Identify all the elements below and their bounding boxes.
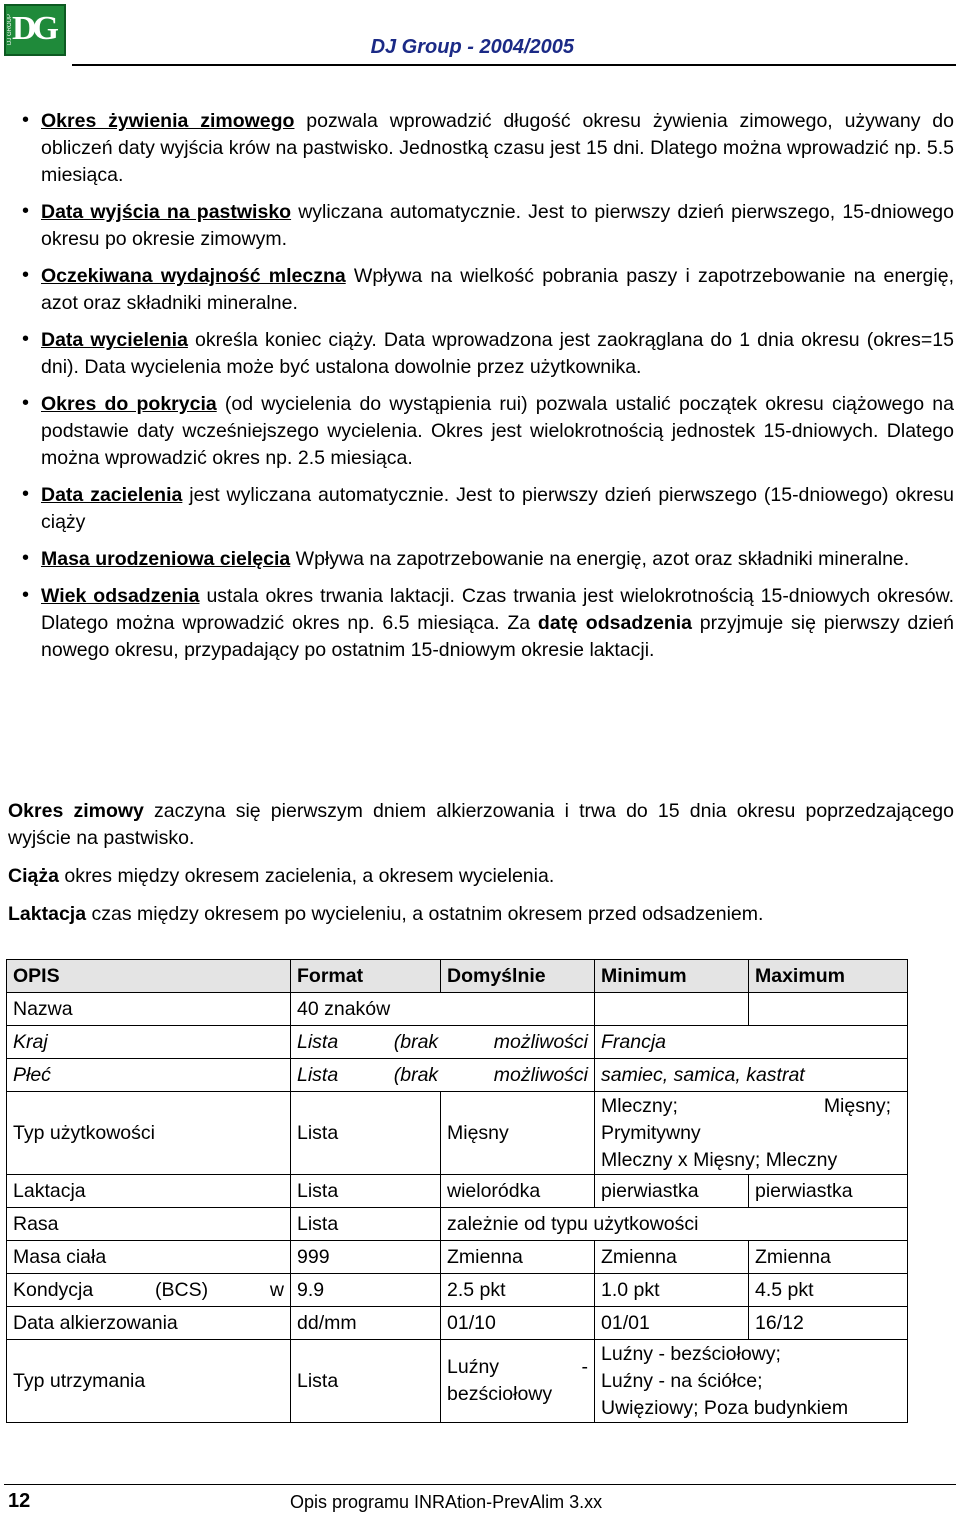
table-cell: 40 znaków <box>291 993 595 1026</box>
table-cell: Luźny - bezściołowy <box>441 1340 595 1423</box>
footer-title: Opis programu INRAtion-PrevAlim 3.xx <box>290 1492 603 1512</box>
table-cell: Mięsny <box>441 1092 595 1175</box>
table-cell: 2.5 pkt <box>441 1274 595 1307</box>
table-cell: Zmienna <box>595 1241 749 1274</box>
table-row <box>7 1241 908 1274</box>
table-cell: wieloródka <box>441 1175 595 1208</box>
table-cell: dd/mm <box>291 1307 441 1340</box>
table-cell: 1.0 pkt <box>595 1274 749 1307</box>
list-item: • Okres żywienia zimowego pozwala wprowadzić długość okresu żywienia zimowego, używany do obliczeń daty wyjścia krów na pastwisko. Jednostką czasu jest 15 dni. Dlatego można wprowadzić np. 5.5 miesiąca. <box>8 108 954 189</box>
table-cell: Nazwa <box>7 993 291 1026</box>
field-description-list <box>8 108 954 674</box>
table-row <box>7 1026 908 1059</box>
table-cell: 01/10 <box>441 1307 595 1340</box>
table-cell: pierwiastka <box>749 1175 908 1208</box>
table-cell: pierwiastka <box>595 1175 749 1208</box>
list-item: • Data wyjścia na pastwisko wyliczana automatycznie. Jest to pierwszy dzień pierwszego, 15-dniowego okresu po okresie zimowym. <box>8 199 954 253</box>
table-cell: 9.9 <box>291 1274 441 1307</box>
table-header: Format <box>291 960 441 993</box>
table-cell: Lista (brak możliwości <box>291 1026 595 1059</box>
table-cell: Zmienna <box>441 1241 595 1274</box>
parameters-table <box>6 959 908 1423</box>
list-item: • Data zacielenia jest wyliczana automatycznie. Jest to pierwszy dzień pierwszego (15-dniowego) okresu ciąży <box>8 482 954 536</box>
table-row <box>7 1059 908 1092</box>
table-cell <box>595 993 749 1026</box>
table-cell: Lista <box>291 1208 441 1241</box>
definition: Laktacja czas między okresem po wycieleniu, a ostatnim okresem przed odsadzeniem. <box>8 903 764 925</box>
table-cell: Płeć <box>7 1059 291 1092</box>
table-cell: Francja <box>595 1026 908 1059</box>
definition: Okres zimowy zaczyna się pierwszym dniem alkierzowania i trwa do 15 dnia okresu poprzedzającego wyjście na pastwisko. <box>8 800 954 849</box>
table-row <box>7 1208 908 1241</box>
table-cell <box>749 993 908 1026</box>
table-cell: 4.5 pkt <box>749 1274 908 1307</box>
dg-logo <box>4 4 66 56</box>
definitions <box>8 798 954 939</box>
table-cell: Mleczny; Mięsny; Prymitywny Mleczny x Mięsny; Mleczny <box>595 1092 908 1175</box>
table-cell: 999 <box>291 1241 441 1274</box>
table-cell: Luźny - bezściołowy; Luźny - na ściółce; Uwięziowy; Poza budynkiem <box>595 1340 908 1423</box>
table-cell: zależnie od typu użytkowości <box>441 1208 908 1241</box>
table-header: Minimum <box>595 960 749 993</box>
table-cell: samiec, samica, kastrat <box>595 1059 908 1092</box>
table-cell: Lista (brak możliwości <box>291 1059 595 1092</box>
list-item: • Okres do pokrycia (od wycielenia do wystąpienia rui) pozwala ustalić początek okresu ciążowego na podstawie daty wcześniejszego wycielenia. Okres jest wielokrotnością jednostek 15-dniowych. Dlatego można wprowadzić okres np. 2.5 miesiąca. <box>8 391 954 472</box>
table-cell: Typ użytkowości <box>7 1092 291 1175</box>
logo-side-text: DJ GROUP <box>7 14 13 46</box>
list-item: • Oczekiwana wydajność mleczna Wpływa na wielkość pobrania paszy i zapotrzebowanie na energię, azot oraz składniki mineralne. <box>8 263 954 317</box>
table-row <box>7 1092 908 1175</box>
table-cell: Lista <box>291 1340 441 1423</box>
table-cell: Lista <box>291 1092 441 1175</box>
list-item: • Data wycielenia określa koniec ciąży. Data wprowadzona jest zaokrąglana do 1 dnia okresu (okres=15 dni). Data wycielenia może być ustalona dowolnie przez użytkownika. <box>8 327 954 381</box>
table-cell: Data alkierzowania <box>7 1307 291 1340</box>
table-row <box>7 993 908 1026</box>
table-header: OPIS <box>7 960 291 993</box>
table-header-row <box>7 960 908 993</box>
page-number: 12 <box>8 1490 31 1512</box>
table-cell: Kondycja (BCS) w <box>7 1274 291 1307</box>
table-row <box>7 1175 908 1208</box>
list-item: • Masa urodzeniowa cielęcia Wpływa na zapotrzebowanie na energię, azot oraz składniki mineralne. <box>8 546 954 573</box>
logo-text: DG <box>12 10 55 47</box>
table-cell: Typ utrzymania <box>7 1340 291 1423</box>
table-header: Domyślnie <box>441 960 595 993</box>
table-cell: Zmienna <box>749 1241 908 1274</box>
header-divider <box>72 64 956 66</box>
table-row <box>7 1307 908 1340</box>
table-header: Maximum <box>749 960 908 993</box>
table-row <box>7 1340 908 1423</box>
list-item: • Wiek odsadzenia ustala okres trwania laktacji. Czas trwania jest wielokrotnością 15-dniowych okresów. Dlatego można wprowadzić okres np. 6.5 miesiąca. Za datę odsadzenia przyjmuje się pierwszy dzień nowego okresu, przypadający po ostatnim 15-dniowym okresie laktacji. <box>8 583 954 664</box>
table-cell: Rasa <box>7 1208 291 1241</box>
table-cell: Kraj <box>7 1026 291 1059</box>
table-cell: Masa ciała <box>7 1241 291 1274</box>
definition: Ciąża okres między okresem zacielenia, a okresem wycielenia. <box>8 865 555 887</box>
table-cell: 16/12 <box>749 1307 908 1340</box>
table-cell: 01/01 <box>595 1307 749 1340</box>
table-row <box>7 1274 908 1307</box>
header-title: DJ Group - 2004/2005 <box>370 36 574 58</box>
table-cell: Lista <box>291 1175 441 1208</box>
table-cell: Laktacja <box>7 1175 291 1208</box>
footer-divider <box>4 1484 956 1485</box>
